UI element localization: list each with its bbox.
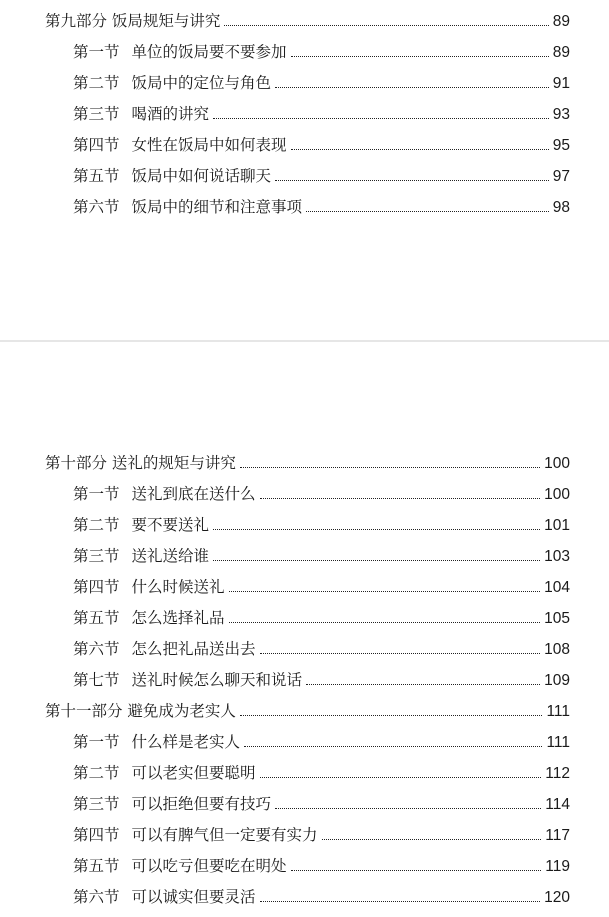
section-number: 第三节 [73, 104, 120, 123]
dot-leader [240, 467, 540, 468]
section-title: 女性在饭局中如何表现 [131, 135, 287, 154]
section-number: 第一节 [73, 732, 120, 751]
section-number: 第三节 [73, 546, 120, 565]
dot-leader [224, 25, 548, 26]
dot-leader [229, 622, 541, 623]
section-number: 第四节 [73, 577, 120, 596]
toc-row-part [45, 692, 570, 722]
section-title: 可以诚实但要灵活 [131, 887, 256, 906]
toc-row-section [73, 754, 570, 784]
dot-leader [322, 839, 542, 840]
page-number: 117 [545, 826, 570, 844]
toc-row-section [73, 785, 570, 815]
section-number: 第六节 [73, 887, 120, 906]
dot-leader [260, 498, 541, 499]
page-number: 108 [544, 640, 570, 658]
section-number: 第一节 [73, 42, 120, 61]
toc-row-section [73, 568, 570, 598]
toc-row-section [73, 599, 570, 629]
section-title: 怎么把礼品送出去 [131, 639, 256, 658]
dot-leader [240, 715, 543, 716]
section-title: 怎么选择礼品 [131, 608, 225, 627]
toc-row-section [73, 630, 570, 660]
dot-leader [213, 118, 549, 119]
section-title: 可以拒绝但要有技巧 [131, 794, 272, 813]
section-title: 饭局中的定位与角色 [131, 73, 272, 92]
part-title: 第十一部分 避免成为老实人 [45, 701, 236, 720]
toc-row-section [73, 95, 570, 125]
section-title: 喝酒的讲究 [131, 104, 210, 123]
toc-row-section [73, 33, 570, 63]
page-number: 91 [552, 74, 570, 92]
page-number: 100 [544, 485, 570, 503]
section-number: 第七节 [73, 670, 120, 689]
page-number: 109 [544, 671, 570, 689]
page-number: 104 [544, 578, 570, 596]
dot-leader [291, 149, 549, 150]
dot-leader [260, 777, 542, 778]
page-number: 103 [544, 547, 570, 565]
toc-row-section [73, 157, 570, 187]
dot-leader [291, 870, 542, 871]
section-title: 单位的饭局要不要参加 [131, 42, 287, 61]
dot-leader [260, 901, 541, 902]
section-title: 可以有脾气但一定要有实力 [131, 825, 318, 844]
section-title: 送礼送给谁 [131, 546, 210, 565]
dot-leader [260, 653, 541, 654]
section-number: 第三节 [73, 794, 120, 813]
section-title: 要不要送礼 [131, 515, 210, 534]
section-number: 第五节 [73, 166, 120, 185]
section-title: 什么时候送礼 [131, 577, 225, 596]
section-number: 第四节 [73, 135, 120, 154]
page-number: 100 [544, 454, 570, 472]
part-title: 第九部分 饭局规矩与讲究 [45, 11, 221, 30]
page-number: 119 [545, 857, 570, 875]
page-number: 114 [545, 795, 570, 813]
section-number: 第二节 [73, 763, 120, 782]
toc-row-part [45, 2, 570, 32]
page-number: 97 [552, 167, 570, 185]
section-title: 可以吃亏但要吃在明处 [131, 856, 287, 875]
section-number: 第五节 [73, 856, 120, 875]
section-number: 第六节 [73, 639, 120, 658]
dot-leader [213, 560, 540, 561]
section-title: 送礼到底在送什么 [131, 484, 256, 503]
toc-row-part [45, 444, 570, 474]
section-title: 送礼时候怎么聊天和说话 [131, 670, 303, 689]
toc-row-section [73, 878, 570, 908]
toc-row-section [73, 816, 570, 846]
section-number: 第二节 [73, 73, 120, 92]
section-title: 什么样是老实人 [131, 732, 241, 751]
toc-row-section [73, 537, 570, 567]
section-title: 可以老实但要聪明 [131, 763, 256, 782]
dot-leader [306, 211, 549, 212]
page-number: 111 [546, 733, 570, 751]
section-title: 饭局中如何说话聊天 [131, 166, 272, 185]
dot-leader [213, 529, 540, 530]
toc-row-section [73, 126, 570, 156]
section-number: 第五节 [73, 608, 120, 627]
page-number: 120 [544, 888, 570, 906]
dot-leader [244, 746, 542, 747]
page-number: 89 [552, 12, 570, 30]
page-number: 105 [544, 609, 570, 627]
page-number: 101 [544, 516, 570, 534]
section-number: 第六节 [73, 197, 120, 216]
section-number: 第二节 [73, 515, 120, 534]
page-number: 98 [552, 198, 570, 216]
toc-row-section [73, 475, 570, 505]
part-title: 第十部分 送礼的规矩与讲究 [45, 453, 236, 472]
page-number: 111 [546, 702, 570, 720]
dot-leader [291, 56, 549, 57]
toc-row-section [73, 661, 570, 691]
page-number: 95 [552, 136, 570, 154]
section-number: 第一节 [73, 484, 120, 503]
section-title: 饭局中的细节和注意事项 [131, 197, 303, 216]
dot-leader [229, 591, 541, 592]
dot-leader [275, 808, 541, 809]
toc-row-section [73, 64, 570, 94]
section-number: 第四节 [73, 825, 120, 844]
toc-row-section [73, 723, 570, 753]
page-divider [0, 340, 609, 342]
dot-leader [275, 180, 549, 181]
dot-leader [275, 87, 549, 88]
page-number: 112 [545, 764, 570, 782]
toc-row-section [73, 188, 570, 218]
dot-leader [306, 684, 540, 685]
page-number: 89 [552, 43, 570, 61]
page-number: 93 [552, 105, 570, 123]
toc-row-section [73, 506, 570, 536]
toc-row-section [73, 847, 570, 877]
